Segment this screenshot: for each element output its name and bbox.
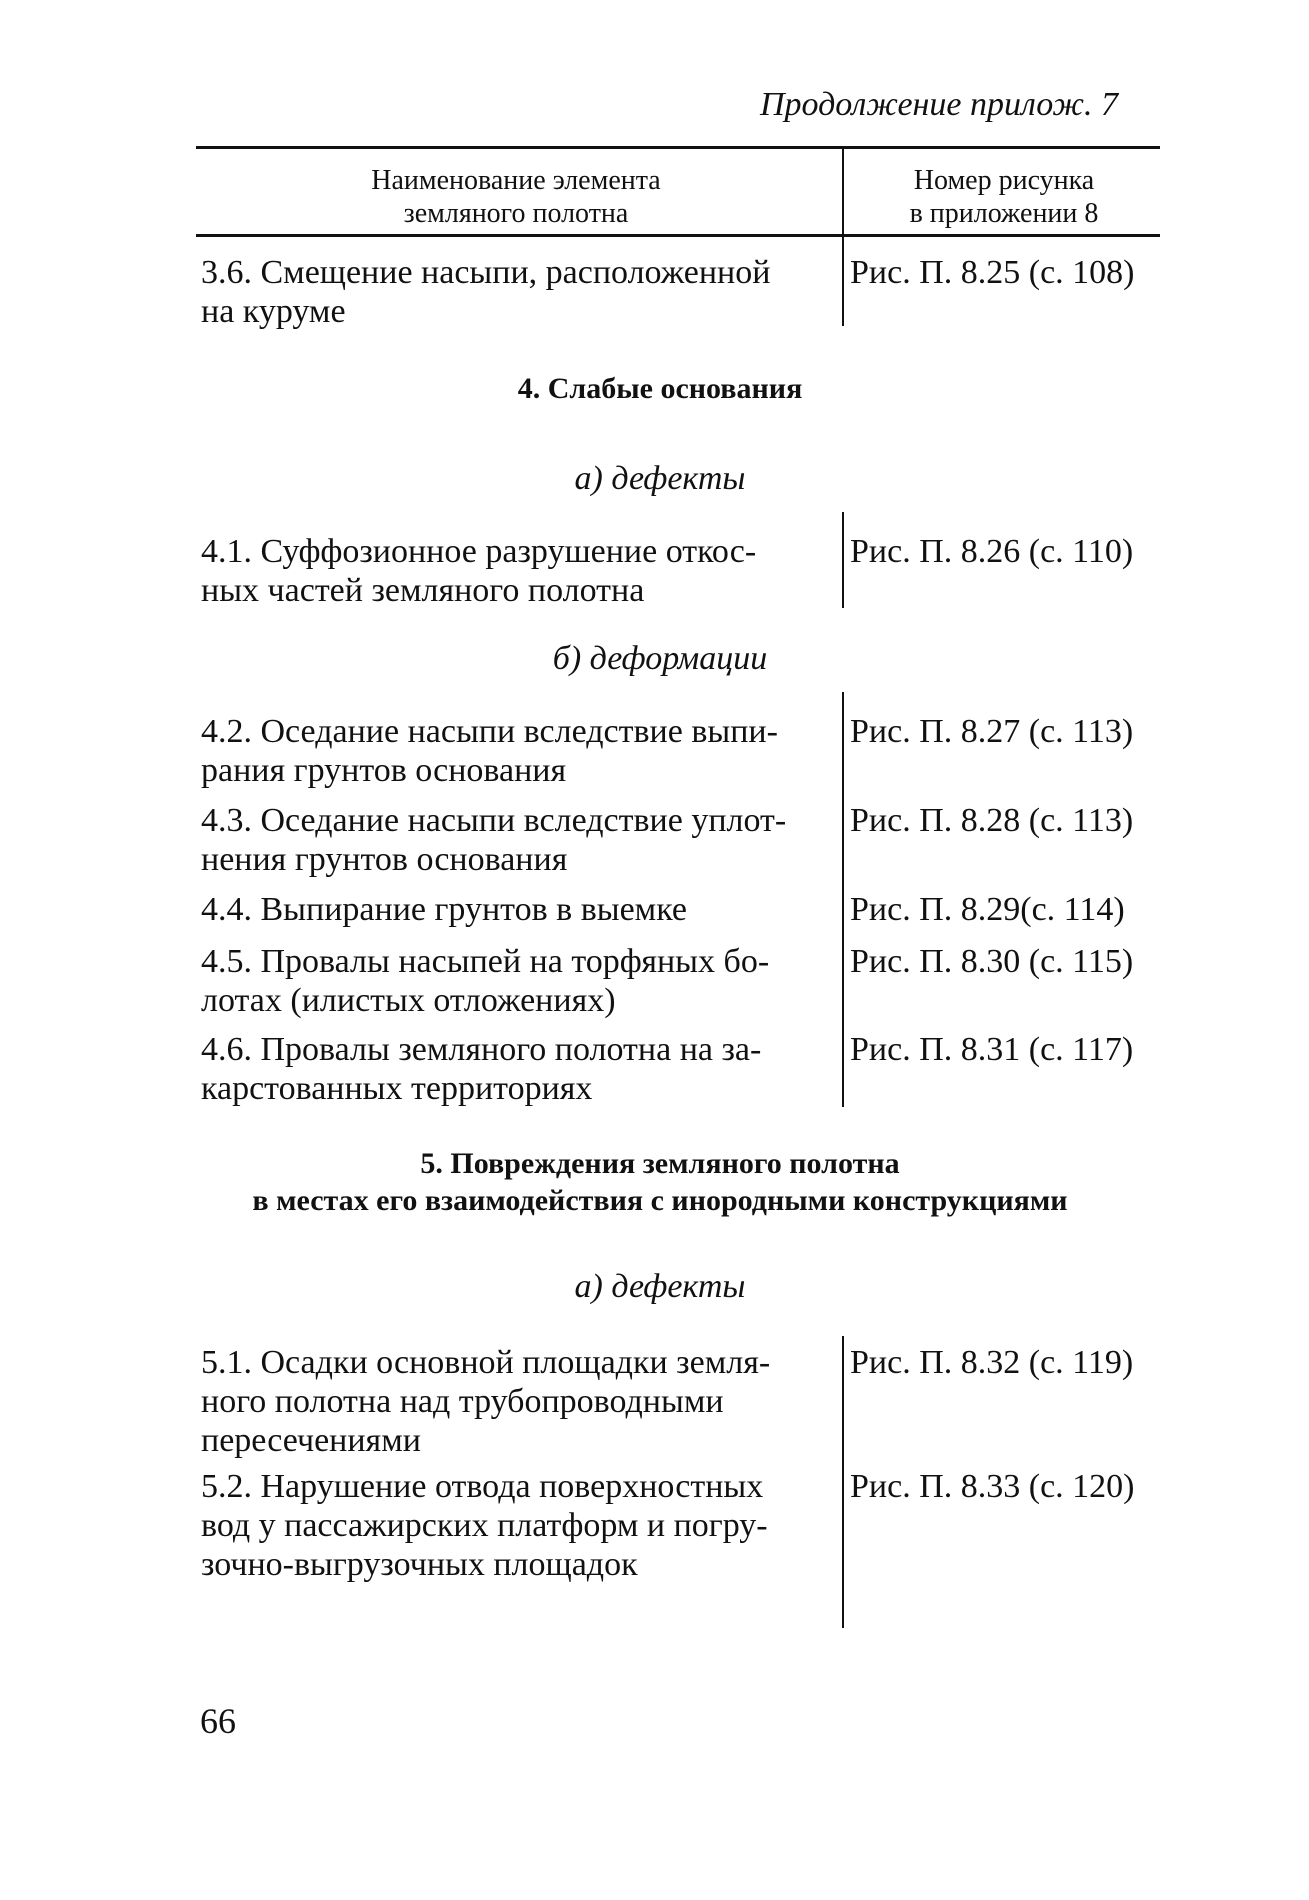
row-4-5-line2: лотах (илистых отложениях)	[201, 982, 616, 1019]
running-header: Продолжение прилож. 7	[760, 86, 1119, 123]
row-5-1-line1: 5.1. Осадки основной площадки земля-	[201, 1344, 771, 1381]
table-row-name	[201, 801, 813, 879]
row-5-2-line2: вод у пассажирских платформ и погру-	[201, 1507, 768, 1544]
row-4-4-figure: Рис. П. 8.29(с. 114)	[850, 891, 1125, 928]
row-4-5-line1: 4.5. Провалы насыпей на торфяных бо-	[201, 943, 770, 980]
row-4-6-line1: 4.6. Провалы земляного полотна на за-	[201, 1031, 762, 1068]
row-4-1-line2: ных частей земляного полотна	[201, 572, 645, 609]
row-4-1-figure: Рис. П. 8.26 (с. 110)	[850, 533, 1134, 570]
table-row-name	[201, 712, 813, 790]
page-number: 66	[200, 1701, 236, 1741]
row-4-2-line1: 4.2. Оседание насыпи вследствие выпи-	[201, 713, 778, 750]
row-4-2-line2: рания грунтов основания	[201, 752, 567, 789]
row-4-4-line1: 4.4. Выпирание грунтов в выемке	[201, 891, 687, 928]
row-5-1-line3: пересечениями	[201, 1422, 421, 1459]
column-header-name	[196, 164, 836, 230]
row-4-6-line2: карстованных территориях	[201, 1070, 593, 1107]
table-row-name	[201, 1343, 813, 1460]
column-divider-4b	[842, 692, 844, 1107]
row-5-1-figure: Рис. П. 8.32 (с. 119)	[850, 1344, 1134, 1381]
row-4-5-figure: Рис. П. 8.30 (с. 115)	[850, 943, 1134, 980]
row-5-2-line1: 5.2. Нарушение отвода поверхностных	[201, 1468, 764, 1505]
table-top-rule	[196, 146, 1160, 149]
row-4-1-line1: 4.1. Суффозионное разрушение откос-	[201, 533, 757, 570]
column-header-figure	[848, 164, 1160, 230]
section-4-sub-a: а) дефекты	[574, 460, 746, 497]
row-5-2-figure: Рис. П. 8.33 (с. 120)	[850, 1468, 1135, 1505]
row-5-1-line2: ного полотна над трубопроводными	[201, 1383, 724, 1420]
section-5-title-line1: 5. Повреждения земляного полотна	[420, 1147, 900, 1180]
row-3-6-figure: Рис. П. 8.25 (с. 108)	[850, 254, 1135, 291]
row-3-6-line2: на куруме	[201, 293, 346, 330]
column-header-figure-line2: в приложении 8	[909, 198, 1099, 229]
row-4-3-line2: нения грунтов основания	[201, 841, 568, 878]
section-5-title	[160, 1145, 1160, 1219]
table-row-name	[201, 1030, 813, 1108]
row-3-6-line1: 3.6. Смещение насыпи, расположенной	[201, 254, 771, 291]
table-row-name	[201, 532, 813, 610]
row-4-3-line1: 4.3. Оседание насыпи вследствие уплот-	[201, 802, 787, 839]
section-5-title-line2: в местах его взаимодействия с инородными конструкциями	[252, 1184, 1068, 1217]
table-row-name	[201, 890, 813, 929]
row-4-2-figure: Рис. П. 8.27 (с. 113)	[850, 713, 1134, 750]
section-4-sub-b: б) деформации	[552, 640, 768, 677]
column-divider-header	[842, 146, 844, 326]
column-header-name-line2: земляного полотна	[403, 198, 629, 229]
row-4-6-figure: Рис. П. 8.31 (с. 117)	[850, 1031, 1134, 1068]
table-row-name	[201, 942, 813, 1020]
section-4-title: 4. Слабые основания	[517, 372, 803, 405]
table-header-bottom-rule	[196, 234, 1160, 237]
column-divider-5a	[842, 1336, 844, 1628]
column-header-figure-line1: Номер рисунка	[913, 165, 1095, 196]
column-divider-4a	[842, 512, 844, 608]
section-5-sub-a: а) дефекты	[574, 1268, 746, 1305]
table-row-name	[201, 1467, 813, 1584]
row-5-2-line3: зочно-выгрузочных площадок	[201, 1546, 638, 1583]
column-header-name-line1: Наименование элемента	[371, 165, 661, 196]
row-4-3-figure: Рис. П. 8.28 (с. 113)	[850, 802, 1134, 839]
table-row-name	[201, 253, 813, 331]
